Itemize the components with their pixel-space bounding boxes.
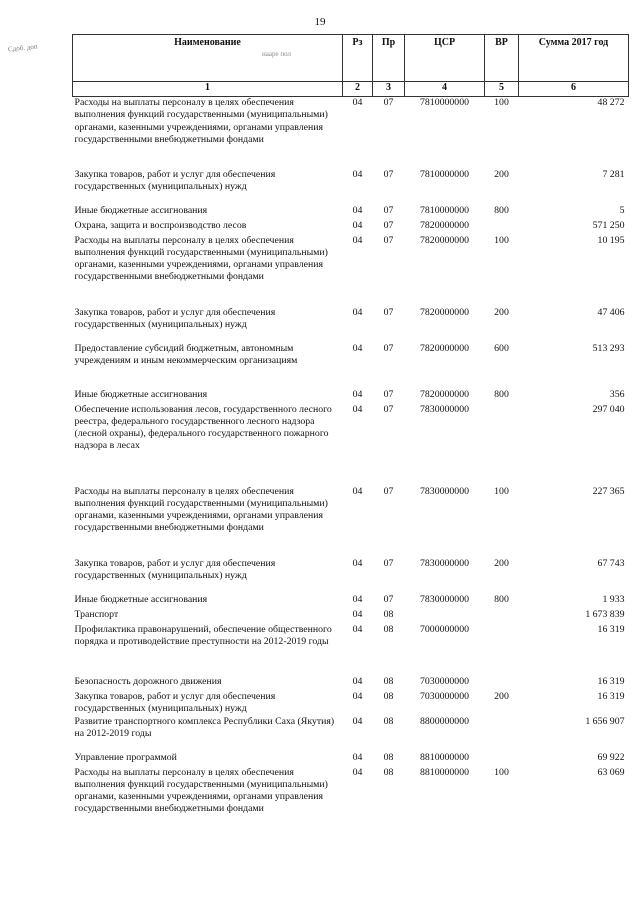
row-vr: 100 — [494, 766, 509, 778]
row-sum: 69 922 — [597, 751, 625, 763]
column-header-sum: Сумма 2017 год — [519, 35, 629, 82]
row-name: Расходы на выплаты персоналу в целях обеспечения выполнения функций государственными (муниципальными) органами, казенными учреждениями, органами управления государственными внебюджетными фондами — [74, 766, 328, 815]
row-name: Расходы на выплаты персоналу в целях обеспечения выполнения функций государственными (муниципальными) органами, казенными учреждениями, органами управления государственными внебюджетными фондами — [74, 234, 328, 283]
table-row — [73, 609, 629, 624]
row-vr: 100 — [494, 485, 509, 497]
row-vr: 200 — [494, 690, 509, 702]
row-vr: 200 — [494, 168, 509, 180]
row-csr: 7810000000 — [420, 97, 469, 108]
row-sum: 48 272 — [597, 97, 625, 108]
row-pr: 07 — [383, 388, 394, 400]
row-name: Закупка товаров, работ и услуг для обеспечения государственных (муниципальных) нужд — [74, 557, 276, 581]
row-csr: 7810000000 — [420, 204, 469, 216]
row-name: Иные бюджетные ассигнования — [74, 593, 208, 605]
row-rz: 04 — [352, 485, 363, 497]
row-pr: 07 — [383, 403, 394, 415]
row-rz: 04 — [352, 623, 363, 635]
table-row — [73, 676, 629, 691]
row-sum: 10 195 — [597, 234, 625, 246]
row-name: Транспорт — [74, 608, 119, 620]
row-vr — [485, 752, 519, 767]
budget-table — [72, 34, 629, 839]
row-name: Закупка товаров, работ и услуг для обеспечения государственных (муниципальных) нужд — [74, 690, 276, 714]
column-header-pr: Пр — [373, 35, 405, 82]
row-name: Предоставление субсидий бюджетным, автономным учреждениям и иным некоммерческим организациям — [74, 342, 298, 366]
row-sum: 513 293 — [592, 342, 625, 354]
row-pr: 07 — [383, 204, 394, 216]
row-rz: 04 — [352, 608, 363, 620]
row-sum: 227 365 — [592, 485, 625, 497]
table-row — [73, 486, 629, 558]
row-vr: 100 — [494, 97, 509, 108]
row-rz: 04 — [352, 342, 363, 354]
table-body — [73, 97, 629, 839]
row-name: Обеспечение использования лесов, государственного лесного реестра, федерального государственного лесного надзора (лесной охраны), федерального государственного пожарного надзора в лесах — [74, 403, 332, 452]
row-vr: 800 — [494, 204, 509, 216]
row-name: Иные бюджетные ассигнования — [74, 204, 208, 216]
table-header-row — [73, 35, 629, 82]
row-rz: 04 — [352, 690, 363, 702]
row-pr: 08 — [383, 608, 394, 620]
row-csr: 8800000000 — [420, 715, 469, 727]
row-vr: 200 — [494, 306, 509, 318]
row-rz: 04 — [352, 557, 363, 569]
row-pr: 07 — [383, 168, 394, 180]
row-csr: 7820000000 — [420, 342, 469, 354]
row-csr: 7820000000 — [420, 219, 469, 231]
handwritten-margin-note: Сдоб. доп — [7, 42, 38, 54]
table-row — [73, 169, 629, 205]
row-vr: 800 — [494, 593, 509, 605]
row-sum: 5 — [619, 204, 625, 216]
column-number: 2 — [343, 82, 373, 97]
column-number-row — [73, 82, 629, 97]
handwritten-header-note: нааре пол — [262, 50, 291, 58]
table-row — [73, 220, 629, 235]
row-vr — [485, 404, 519, 486]
row-sum: 297 040 — [592, 403, 625, 415]
row-vr: 200 — [494, 557, 509, 569]
row-pr: 07 — [383, 593, 394, 605]
table-row — [73, 404, 629, 486]
row-csr: 7030000000 — [420, 690, 469, 702]
row-vr — [485, 716, 519, 752]
column-header-name: Наименование — [73, 35, 343, 82]
row-sum: 1 933 — [602, 593, 625, 605]
column-number: 3 — [373, 82, 405, 97]
row-pr: 07 — [383, 219, 394, 231]
table-row — [73, 752, 629, 767]
row-pr: 07 — [383, 342, 394, 354]
row-vr: 600 — [494, 342, 509, 354]
table-row — [73, 716, 629, 752]
row-csr: 8810000000 — [420, 766, 469, 778]
row-csr: 8810000000 — [420, 751, 469, 763]
row-vr: 800 — [494, 388, 509, 400]
row-name: Закупка товаров, работ и услуг для обеспечения государственных (муниципальных) нужд — [74, 168, 276, 192]
table-row — [73, 594, 629, 609]
column-header-csr: ЦСР — [405, 35, 485, 82]
column-number: 4 — [405, 82, 485, 97]
row-rz: 04 — [352, 388, 363, 400]
row-vr — [485, 220, 519, 235]
row-rz: 04 — [352, 97, 363, 108]
table-row — [73, 558, 629, 594]
row-pr: 08 — [383, 766, 394, 778]
row-pr: 08 — [383, 623, 394, 635]
row-name: Развитие транспортного комплекса Республики Саха (Якутия) на 2012-2019 годы — [74, 715, 335, 739]
table-row — [73, 691, 629, 716]
row-name: Безопасность дорожного движения — [74, 675, 222, 687]
row-pr: 07 — [383, 485, 394, 497]
row-pr: 07 — [383, 557, 394, 569]
row-name: Расходы на выплаты персоналу в целях обеспечения выполнения функций государственными (муниципальными) органами, казенными учреждениями, органами управления государственными внебюджетными фондами — [74, 485, 328, 534]
row-rz: 04 — [352, 306, 363, 318]
row-name: Закупка товаров, работ и услуг для обеспечения государственных (муниципальных) нужд — [74, 306, 276, 330]
table-row — [73, 307, 629, 343]
row-csr: 7820000000 — [420, 306, 469, 318]
column-header-vr: ВР — [485, 35, 519, 82]
row-csr: 7820000000 — [420, 388, 469, 400]
row-csr: 7030000000 — [420, 675, 469, 687]
row-csr: 7810000000 — [420, 168, 469, 180]
table-row — [73, 767, 629, 839]
row-rz: 04 — [352, 168, 363, 180]
row-sum: 7 281 — [602, 168, 625, 180]
row-sum: 1 673 839 — [585, 608, 625, 620]
column-number: 1 — [73, 82, 343, 97]
row-sum: 16 319 — [597, 675, 625, 687]
table-row — [73, 343, 629, 389]
row-rz: 04 — [352, 219, 363, 231]
row-pr: 08 — [383, 690, 394, 702]
row-name: Профилактика правонарушений, обеспечение общественного порядка и противодействие преступности на 2012-2019 годы — [74, 623, 332, 647]
column-header-rz: Рз — [343, 35, 373, 82]
column-number: 5 — [485, 82, 519, 97]
row-csr: 7820000000 — [420, 234, 469, 246]
row-name: Управление программой — [74, 751, 177, 763]
page-number: 19 — [314, 16, 326, 28]
row-name: Расходы на выплаты персоналу в целях обеспечения выполнения функций государственными (муниципальными) органами, казенными учреждениями, органами управления государственными внебюджетными фондами — [74, 97, 328, 145]
row-sum: 67 743 — [597, 557, 625, 569]
row-sum: 16 319 — [597, 623, 625, 635]
row-rz: 04 — [352, 766, 363, 778]
row-vr — [485, 609, 519, 624]
row-sum: 63 069 — [597, 766, 625, 778]
row-csr: 7830000000 — [420, 403, 469, 415]
table-row — [73, 624, 629, 676]
row-rz: 04 — [352, 234, 363, 246]
row-vr — [485, 624, 519, 676]
row-rz: 04 — [352, 715, 363, 727]
row-pr: 07 — [383, 306, 394, 318]
row-vr: 100 — [494, 234, 509, 246]
row-csr: 7830000000 — [420, 593, 469, 605]
row-pr: 08 — [383, 715, 394, 727]
row-csr: 7000000000 — [420, 623, 469, 635]
row-csr: 7830000000 — [420, 557, 469, 569]
table-row — [73, 97, 629, 169]
row-rz: 04 — [352, 593, 363, 605]
table-row — [73, 389, 629, 404]
row-sum: 356 — [609, 388, 625, 400]
row-sum: 571 250 — [592, 219, 625, 231]
table-row — [73, 205, 629, 220]
row-sum: 1 656 907 — [585, 715, 625, 727]
row-rz: 04 — [352, 403, 363, 415]
row-pr: 08 — [383, 675, 394, 687]
table-row — [73, 235, 629, 307]
row-name: Охрана, защита и воспроизводство лесов — [74, 219, 247, 231]
row-csr: 7830000000 — [420, 485, 469, 497]
row-pr: 07 — [383, 97, 394, 108]
row-vr — [485, 676, 519, 691]
row-sum: 16 319 — [597, 690, 625, 702]
row-rz: 04 — [352, 751, 363, 763]
row-pr: 08 — [383, 751, 394, 763]
column-number: 6 — [519, 82, 629, 97]
row-csr — [405, 609, 485, 624]
row-rz: 04 — [352, 675, 363, 687]
row-rz: 04 — [352, 204, 363, 216]
row-pr: 07 — [383, 234, 394, 246]
row-sum: 47 406 — [597, 306, 625, 318]
row-name: Иные бюджетные ассигнования — [74, 388, 208, 400]
